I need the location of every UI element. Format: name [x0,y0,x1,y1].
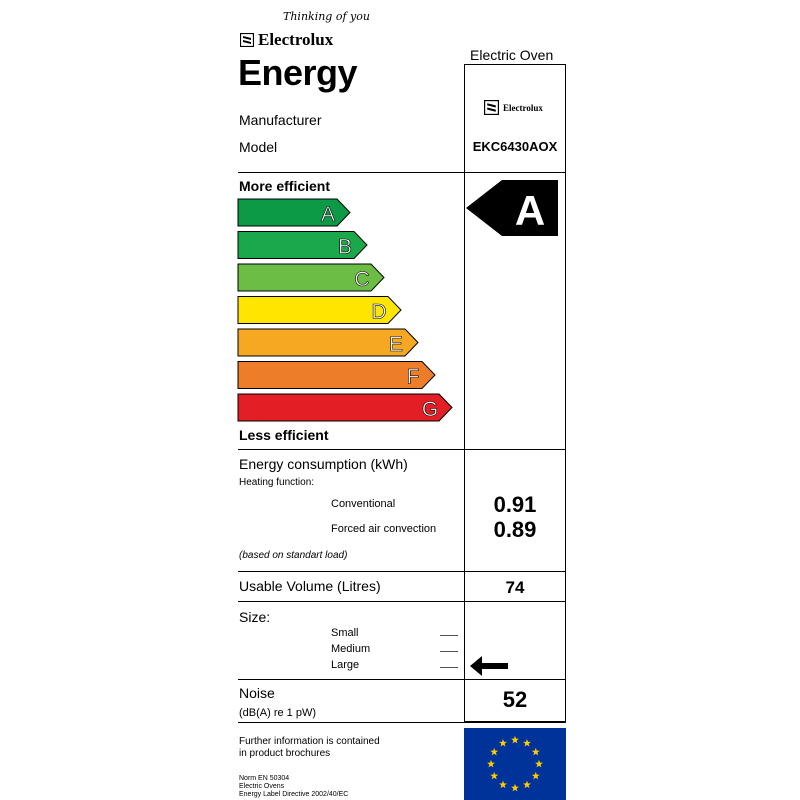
size-option-large: Large [331,659,360,671]
divider [238,722,566,723]
efficiency-bar-letter: E [388,333,404,356]
efficiency-bar-f [238,362,435,389]
divider [238,571,566,572]
less-efficient-label: Less efficient [239,427,329,443]
electrolux-logo-icon [484,100,499,115]
label-title: Energy [238,52,358,93]
efficiency-bar-shape [238,362,435,389]
rating-arrow [466,180,560,236]
further-info-line2: in product brochures [239,748,331,759]
brand-tagline: Thinking of you [283,10,370,23]
efficiency-bar-letter: A [320,203,336,226]
forced-air-value: 0.89 [493,517,537,542]
product-type: Electric Oven [470,47,554,63]
size-option-medium: Medium [331,643,371,655]
conventional-label: Conventional [331,498,396,510]
efficiency-bar-a [238,199,350,226]
divider [238,679,566,680]
brand-name [240,30,333,50]
efficiency-bar-g [238,394,452,421]
efficiency-bar-c [238,264,384,291]
efficiency-bar-letter: B [337,235,353,259]
noise-value: 52 [502,687,528,712]
model-label: Model [239,139,278,155]
norm-line3: Energy Label Directive 2002/40/EC [239,791,349,798]
efficiency-bar-b [238,232,367,259]
left-arrow-icon [470,656,510,676]
brand-text: Electrolux [258,30,334,49]
value-panel [464,64,566,722]
noise-unit: (dB(A) re 1 pW) [239,707,317,719]
efficiency-bar-letter: D [371,300,387,324]
size-dash [440,635,458,636]
size-dash [440,651,458,652]
efficiency-bar-letter: F [406,365,420,389]
more-efficient-label: More efficient [239,178,331,194]
divider [238,601,566,602]
efficiency-bar-letter: C [354,268,370,291]
size-label: Size: [239,609,271,625]
further-info-line1: Further information is contained [239,736,380,747]
conventional-value: 0.91 [493,492,537,517]
consumption-note: (based on standart load) [239,550,348,561]
size-option-small: Small [331,627,359,639]
manufacturer-label: Manufacturer [239,112,322,128]
norm-line2: Electric Ovens [239,783,285,790]
noise-label: Noise [239,685,275,701]
efficiency-scale [236,196,460,426]
model-value: EKC6430AOX [472,139,558,154]
norm-line1: Norm EN 50304 [239,775,290,782]
volume-label: Usable Volume (Litres) [239,578,381,594]
forced-air-label: Forced air convection [331,523,437,535]
efficiency-bar-e [238,329,418,356]
volume-value: 74 [505,578,525,597]
efficiency-bar-letter: G [421,398,439,421]
electrolux-logo-icon [240,33,254,47]
manufacturer-value: Electrolux [503,102,543,113]
divider [238,449,566,450]
manufacturer-logo [484,100,543,115]
energy-consumption-label: Energy consumption (kWh) [239,456,408,472]
heating-function-label: Heating function: [239,477,315,488]
rating-letter: A [514,187,546,234]
size-dash [440,667,458,668]
efficiency-bar-shape [238,394,452,421]
divider [238,172,566,173]
efficiency-bar-d [238,297,401,324]
eu-flag-icon [464,728,566,800]
